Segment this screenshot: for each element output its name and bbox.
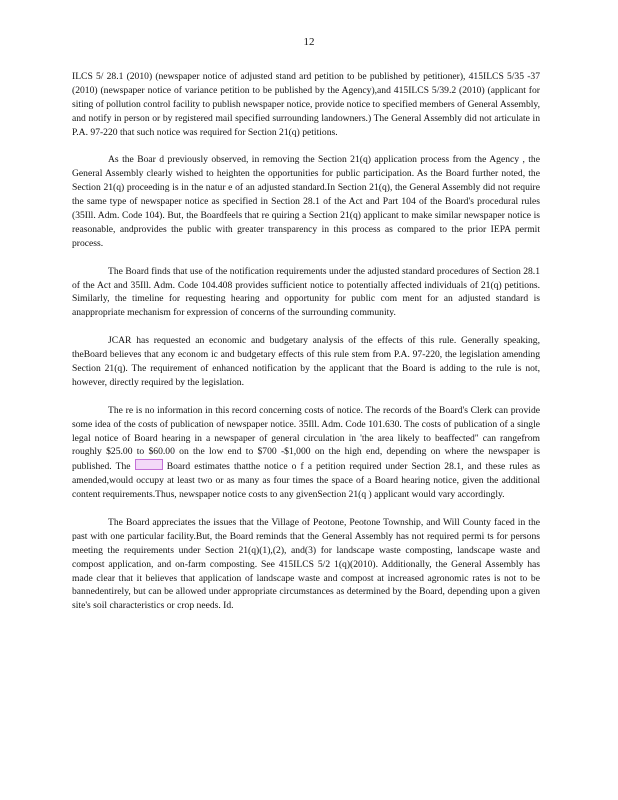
paragraph-notification-findings: The Board finds that use of the notification requirements under the adjusted standard procedures of Section 28.1 of the Act and 35Ill. Adm. Code 104.408 provides sufficient notice to potentially affected individuals of 21(q) petitions. Similarly, the timeline for requesting hearing and opportunity for public com ment for an adjusted standard is anappropriate mechanism for expression of concerns of the surrounding community. bbox=[72, 265, 540, 319]
paragraph-peotone-issues: The Board appreciates the issues that the Village of Peotone, Peotone Township, and Will County faced in the past with one particular facility.But, the Board reminds that the General Assembly has not required permi ts for persons meeting the requirements under Section 21(q)(1),(2), and(3) for landscape waste composting, landscape waste and compost application, and on-farm composting. See 415ILCS 5/2 1(q)(2010). Additionally, the General Assembly has made clear that it believes that application of landscape waste and compost at increased agronomic rates is not to be bannedentirely, but can be allowed under appropriate circumstances as determined by the Board, depending upon a given site's soil characteristics or crop needs. Id. bbox=[72, 516, 540, 612]
paragraph-jcar-analysis: JCAR has requested an economic and budgetary analysis of the effects of this rule. Generally speaking, theBoard believes that any econom ic and budgetary effects of this rule stem from P.A. 97-220, the legislation amending Section 21(q). The requirement of enhanced notification by the applicant that the Board is adding to the rule is not, however, directly required by the legislation. bbox=[72, 335, 540, 388]
highlight-marker bbox=[135, 459, 163, 470]
page-number: 12 bbox=[303, 36, 315, 48]
notice-costs-continued: Board estimates thatthe notice o f a petition required under Section 28.1, and these rules as amended,would occupy at least two or as many as four times the space of a Board hearing notice, given the additional content requirements.Thus, newspaper notice costs to any givenSection 21(q ) applicant would vary accordingly. bbox=[72, 461, 540, 501]
paragraph-public-participation: As the Boar d previously observed, in removing the Section 21(q) application process from the Agency , the General Assembly clearly wished to heighten the opportunities for public participation. As the Board further noted, the Section 21(q) proceeding is in the natur e of an adjusted standard.In Section 21(q), the General Assembly did not require the same type of newspaper notice as specified in Section 28.1 of the Act and Part 104 of the Board's procedural rules (35Ill. Adm. Code 104). But, the Boardfeels that re quiring a Section 21(q) applicant to make similar newspaper notice is reasonable, andprovides the public with greater transparency in this process as compared to the prior IEPA permit process. bbox=[72, 154, 540, 249]
notice-costs-text: The re is no information in this record concerning costs of notice. The records of the Board's Clerk can provide some idea of the costs of publication of newspaper notice. 35Ill. Adm. Code 101.630. The costs of publication of a single legal notice of Board hearing in a newspaper of general circulation in 'the area likely to beaffected" can rangefrom roughly $25.00 to $60.00 on the low end to $700 -$1,000 on the high end, depending on where the newspaper is published. The bbox=[72, 404, 540, 473]
document-body bbox=[72, 70, 540, 627]
paragraph-notice-statutes: ILCS 5/ 28.1 (2010) (newspaper notice of adjusted stand ard petition to be published by petitioner), 415ILCS 5/35 -37 (2010) (newspaper notice of variance petition to be published by the Agency),and 415ILCS 5/39.2 (2010) (applicant for siting of pollution control facility to publish newspaper notice, provide notice to specified members of General Assembly, and notify in person or by registered mail specified surrounding landowners.) The General Assembly did not articulate in P.A. 97-220 that such notice was required for Section 21(q) petitions. bbox=[72, 71, 540, 138]
paragraph-notice-costs bbox=[72, 404, 540, 502]
